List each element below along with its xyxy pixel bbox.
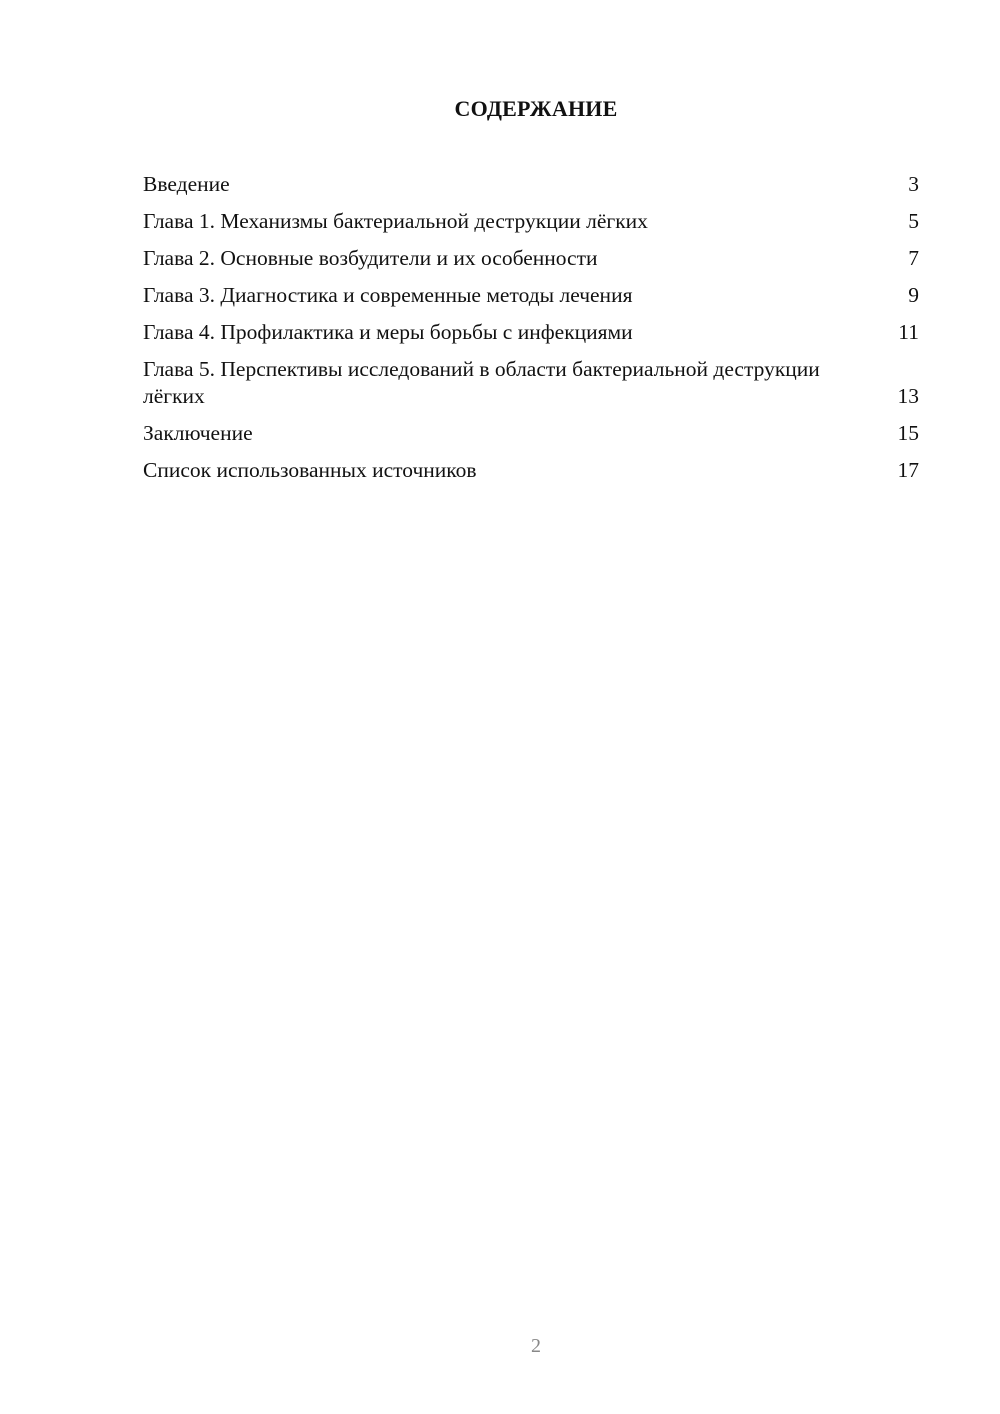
toc-entry-page: 15 (897, 421, 919, 445)
toc-entry-chapter-1 (143, 208, 919, 235)
toc-entry-text: Глава 1. Механизмы бактериальной деструкции лёгких (143, 209, 648, 233)
toc-entry-text: Заключение (143, 421, 253, 445)
page-title: СОДЕРЖАНИЕ (454, 96, 618, 121)
toc-entry-introduction (143, 171, 919, 198)
toc-entry-conclusion (143, 420, 919, 447)
table-of-contents (143, 171, 919, 494)
toc-entry-page: 17 (897, 458, 919, 482)
toc-entry-text: Глава 2. Основные возбудители и их особенности (143, 246, 598, 270)
toc-entry-chapter-2 (143, 245, 919, 272)
toc-entry-references (143, 457, 919, 484)
toc-entry-page: 5 (908, 209, 919, 233)
toc-entry-text: Список использованных источников (143, 458, 477, 482)
toc-entry-page: 7 (908, 246, 919, 270)
page-number: 2 (531, 1335, 541, 1357)
toc-entry-chapter-4 (143, 319, 919, 346)
toc-entry-chapter-5 (143, 356, 919, 410)
toc-entry-text: Глава 3. Диагностика и современные методы лечения (143, 283, 633, 307)
toc-entry-page: 13 (897, 384, 919, 408)
toc-entry-page: 11 (898, 320, 919, 344)
toc-entry-text: Глава 4. Профилактика и меры борьбы с инфекциями (143, 320, 633, 344)
toc-entry-text: Введение (143, 172, 230, 196)
toc-entry-page: 9 (908, 283, 919, 307)
toc-entry-text: Глава 5. Перспективы исследований в области бактериальной деструкции лёгких (143, 357, 820, 408)
toc-entry-chapter-3 (143, 282, 919, 309)
toc-entry-page: 3 (908, 172, 919, 196)
